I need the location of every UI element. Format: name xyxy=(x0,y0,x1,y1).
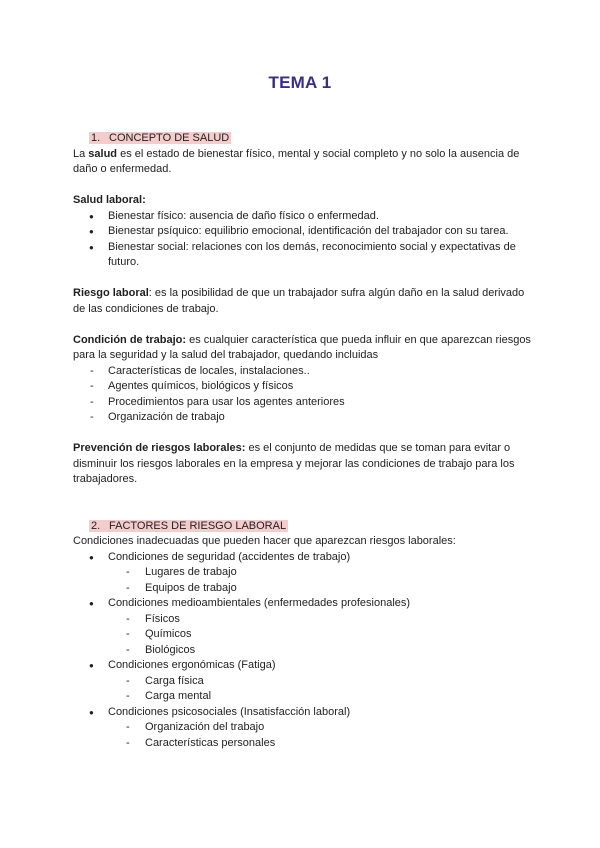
factores-group-list xyxy=(73,596,533,612)
salud-intro-post: es el estado de bienestar físico, mental y social completo y no solo la ausencia de daño o enfermedad. xyxy=(73,147,520,175)
condicion-label: Condición de trabajo: xyxy=(73,333,187,346)
riesgo-text: : es la posibilidad de que un trabajador sufra algún daño en la salud derivado de las condiciones de trabajo. xyxy=(73,287,525,315)
factores-intro: Condiciones inadecuadas que pueden hacer que aparezcan riesgos laborales: xyxy=(73,535,456,547)
salud-term: salud xyxy=(88,147,118,160)
section-number: 2. xyxy=(91,519,101,532)
condicion-trabajo-definition xyxy=(73,333,533,364)
list-item: - Organización del trabajo xyxy=(73,720,533,736)
list-item: ● Bienestar social: relaciones con los demás, reconocimiento social y expectativas de futuro. xyxy=(73,240,533,271)
factor-group-label: ● Condiciones ergonómicas (Fatiga) xyxy=(73,658,533,674)
list-item: - Lugares de trabajo xyxy=(73,565,533,581)
list-item: - Características de locales, instalaciones.. xyxy=(73,364,533,380)
section-heading-highlight xyxy=(89,520,288,532)
section-heading-text: FACTORES DE RIESGO LABORAL xyxy=(109,519,287,532)
factores-group-list xyxy=(73,658,533,674)
list-item: ● Bienestar psíquico: equilibrio emocional, identificación del trabajador con su tarea. xyxy=(73,224,533,240)
factor-subitems xyxy=(73,720,533,751)
factor-group-label: ● Condiciones medioambientales (enfermedades profesionales) xyxy=(73,596,533,612)
condicion-trabajo-list xyxy=(73,364,533,426)
section-heading-concepto-salud xyxy=(89,131,533,147)
riesgo-label: Riesgo laboral xyxy=(73,287,149,299)
condicion-text: es cualquier característica que pueda influir en que aparezcan riesgos para la seguridad y la salud del trabajador, quedando incluidas xyxy=(73,333,531,361)
riesgo-laboral-definition xyxy=(73,286,533,317)
factor-subitems xyxy=(73,612,533,659)
section-number: 1. xyxy=(91,132,101,144)
section-heading-factores-riesgo xyxy=(89,519,533,535)
factor-subitems xyxy=(73,565,533,596)
factor-subitems xyxy=(73,674,533,705)
factor-group-label: ● Condiciones de seguridad (accidentes de trabajo) xyxy=(73,550,533,566)
list-item: - Físicos xyxy=(73,612,533,628)
salud-intro-pre: La xyxy=(73,147,89,160)
factor-group-label: ● Condiciones psicosociales (Insatisfacción laboral) xyxy=(73,705,533,721)
document-body xyxy=(73,131,533,751)
list-item: - Carga mental xyxy=(73,689,533,705)
list-item: - Carga física xyxy=(73,674,533,690)
salud-laboral-list xyxy=(73,209,533,271)
list-item: - Químicos xyxy=(73,627,533,643)
list-item: - Organización de trabajo xyxy=(73,410,533,426)
salud-laboral-label-text: Salud laboral: xyxy=(73,194,146,206)
salud-definition xyxy=(73,147,533,178)
prevencion-definition xyxy=(73,441,533,488)
factores-group-list xyxy=(73,550,533,566)
list-item: - Procedimientos para usar los agentes anteriores xyxy=(73,395,533,411)
page-title: TEMA 1 xyxy=(268,73,332,92)
list-item: - Equipos de trabajo xyxy=(73,581,533,597)
factores-group-list xyxy=(73,705,533,721)
prevencion-text: es el conjunto de medidas que se toman para evitar o disminuir los riesgos laborales en la empresa y mejorar las condiciones de trabajo para los trabajadores. xyxy=(73,442,515,485)
section-heading-text: CONCEPTO DE SALUD xyxy=(109,132,230,144)
section-heading-highlight xyxy=(89,132,231,144)
list-item: - Biológicos xyxy=(73,643,533,659)
list-item: ● Bienestar físico: ausencia de daño físico o enfermedad. xyxy=(73,209,533,225)
salud-laboral-label xyxy=(73,193,533,209)
list-item: - Características personales xyxy=(73,736,533,752)
prevencion-label: Prevención de riesgos laborales: xyxy=(73,442,246,454)
list-item: - Agentes químicos, biológicos y físicos xyxy=(73,379,533,395)
